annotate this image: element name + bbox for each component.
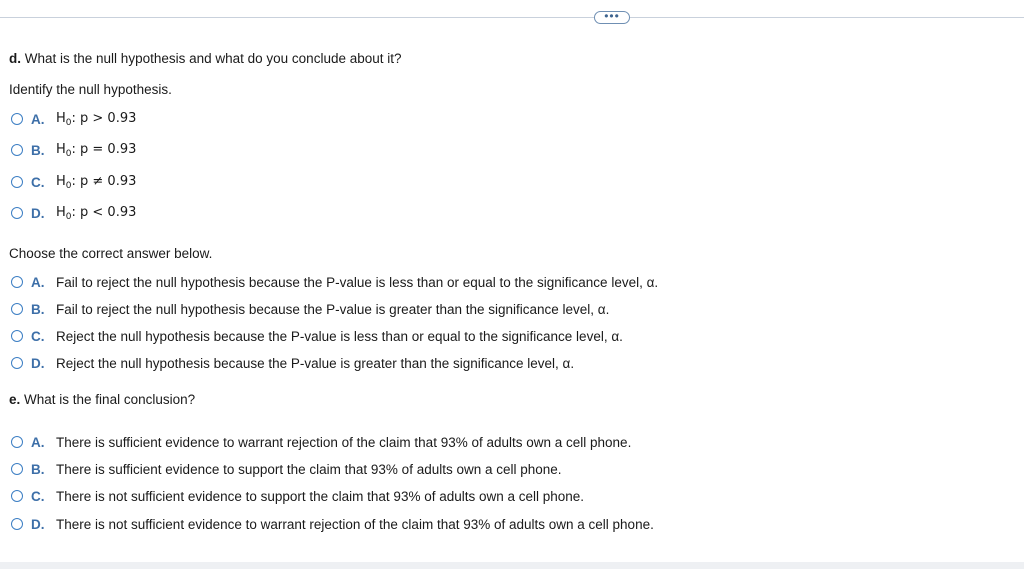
choose-answer-prompt: Choose the correct answer below. xyxy=(9,246,213,261)
part-e-question xyxy=(9,392,195,407)
option-letter: A. xyxy=(31,274,45,290)
hypothesis-text: $H_0$: p ≠ 0.93 xyxy=(56,173,137,191)
final-conclusion-option-a[interactable] xyxy=(11,434,631,450)
option-letter: A. xyxy=(31,434,45,450)
identify-prompt: Identify the null hypothesis. xyxy=(9,82,172,97)
option-letter: A. xyxy=(31,111,45,127)
hypothesis-text: $H_0$: p < 0.93 xyxy=(56,204,137,222)
more-options-button[interactable]: ••• xyxy=(594,11,630,24)
option-text: There is not sufficient evidence to warrant rejection of the claim that 93% of adults own a cell phone. xyxy=(56,516,654,532)
hypothesis-option-b[interactable] xyxy=(11,142,136,158)
conclusion-option-c[interactable] xyxy=(11,328,623,344)
hypothesis-text: $H_0$: p = 0.93 xyxy=(56,141,137,159)
final-conclusion-option-c[interactable] xyxy=(11,488,584,504)
radio-button[interactable] xyxy=(11,113,23,125)
radio-button[interactable] xyxy=(11,176,23,188)
radio-button[interactable] xyxy=(11,490,23,502)
conclusion-option-a[interactable] xyxy=(11,274,658,290)
option-letter: C. xyxy=(31,328,45,344)
radio-button[interactable] xyxy=(11,463,23,475)
part-d-question-text: What is the null hypothesis and what do you conclude about it? xyxy=(24,51,402,66)
hypothesis-text: $H_0$: p > 0.93 xyxy=(56,110,137,128)
radio-button[interactable] xyxy=(11,330,23,342)
option-text: Fail to reject the null hypothesis because the P-value is less than or equal to the significance level, α. xyxy=(56,274,659,290)
option-text: There is not sufficient evidence to support the claim that 93% of adults own a cell phone. xyxy=(56,488,585,504)
radio-button[interactable] xyxy=(11,303,23,315)
option-letter: C. xyxy=(31,488,45,504)
part-d-question xyxy=(9,51,402,66)
option-text: Reject the null hypothesis because the P-value is greater than the significance level, α. xyxy=(56,355,575,371)
hypothesis-option-d[interactable] xyxy=(11,205,136,221)
bottom-bar xyxy=(0,562,1024,569)
option-letter: B. xyxy=(31,301,45,317)
radio-button[interactable] xyxy=(11,357,23,369)
top-divider xyxy=(0,17,1024,18)
option-text: Reject the null hypothesis because the P-value is less than or equal to the significance level, α. xyxy=(56,328,623,344)
option-letter: B. xyxy=(31,142,45,158)
conclusion-option-d[interactable] xyxy=(11,355,574,371)
final-conclusion-option-d[interactable] xyxy=(11,516,654,532)
radio-button[interactable] xyxy=(11,207,23,219)
hypothesis-option-c[interactable] xyxy=(11,174,136,190)
part-e-letter: e. xyxy=(9,392,21,407)
option-letter: C. xyxy=(31,174,45,190)
part-d-letter: d. xyxy=(9,51,21,66)
radio-button[interactable] xyxy=(11,518,23,530)
conclusion-option-b[interactable] xyxy=(11,301,609,317)
option-letter: D. xyxy=(31,516,45,532)
radio-button[interactable] xyxy=(11,144,23,156)
option-text: There is sufficient evidence to support the claim that 93% of adults own a cell phone. xyxy=(56,461,562,477)
option-text: Fail to reject the null hypothesis because the P-value is greater than the significance level, α. xyxy=(56,301,610,317)
part-e-question-text: What is the final conclusion? xyxy=(24,392,196,407)
final-conclusion-option-b[interactable] xyxy=(11,461,562,477)
option-letter: B. xyxy=(31,461,45,477)
option-text: There is sufficient evidence to warrant rejection of the claim that 93% of adults own a cell phone. xyxy=(56,434,632,450)
radio-button[interactable] xyxy=(11,436,23,448)
radio-button[interactable] xyxy=(11,276,23,288)
option-letter: D. xyxy=(31,205,45,221)
option-letter: D. xyxy=(31,355,45,371)
hypothesis-option-a[interactable] xyxy=(11,111,136,127)
